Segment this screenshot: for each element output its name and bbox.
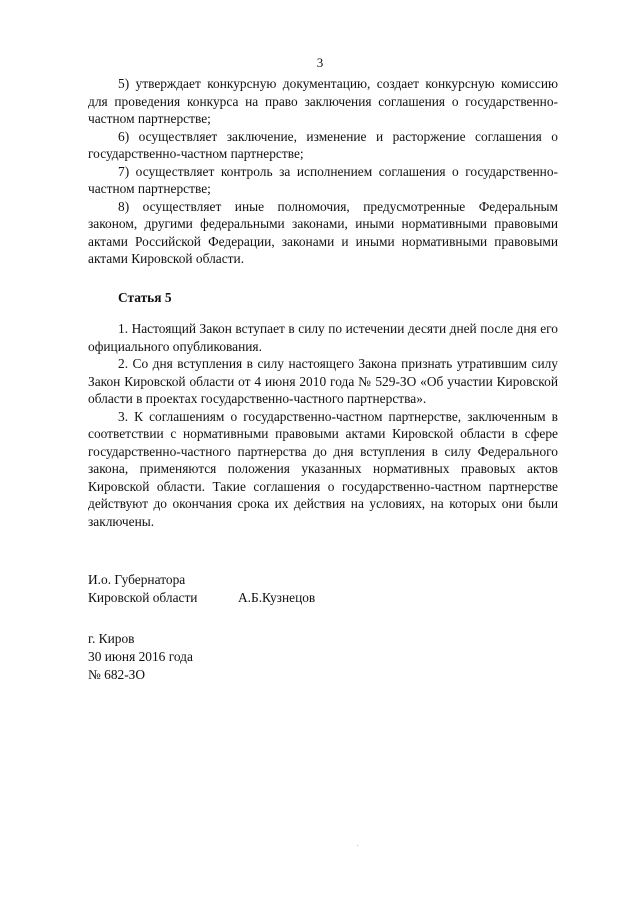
- law-date: 30 июня 2016 года: [88, 649, 193, 664]
- scan-speck: [357, 845, 358, 846]
- article-paragraph: 3. К соглашениям о государственно-частном партнерстве, заключенным в соответствии с нормативными правовыми актами Кировской области в сфере государственно-частного партнерства до дня вступления в силу Федерального закона, применяются положения указанных нормативных правовых актов Кировской области. Такие соглашения о государственно-частном партнерстве действуют до окончания срока их действия на условиях, на которых они были заключены.: [88, 408, 558, 529]
- list-item: 8) осуществляет иные полномочия, предусмотренные Федеральным законом, другими федеральными законами, иными нормативными правовыми актами Российской Федерации, законами и иными нормативными правовыми актами Кировской области.: [88, 198, 558, 266]
- list-item: 5) утверждает конкурсную документацию, создает конкурсную комиссию для проведения конкурса на право заключения соглашения о государственно-частном партнерстве;: [88, 76, 558, 126]
- signatory-title: И.о. Губернатора: [88, 572, 186, 587]
- law-number: № 682-ЗО: [88, 667, 146, 682]
- city: г. Киров: [88, 631, 135, 646]
- article-paragraph: 2. Со дня вступления в силу настоящего Закона признать утратившим силу Закон Кировской области от 4 июня 2010 года № 529-ЗО «Об участии Кировской области в проектах государственно-частного партнерства».: [88, 356, 558, 406]
- page-number: 3: [316, 55, 324, 70]
- signatory-name: А.Б.Кузнецов: [238, 590, 316, 605]
- list-item: 7) осуществляет контроль за исполнением соглашения о государственно-частном партнерстве;: [88, 163, 558, 196]
- article-heading: Статья 5: [118, 290, 172, 305]
- article-paragraph: 1. Настоящий Закон вступает в силу по истечении десяти дней после дня его официального опубликования.: [88, 321, 558, 354]
- place-date-block: [88, 630, 193, 684]
- signatory-region: Кировской области: [88, 590, 198, 605]
- powers-list: [88, 75, 558, 268]
- signature-block: [88, 571, 315, 607]
- article-body: [88, 320, 558, 530]
- list-item: 6) осуществляет заключение, изменение и расторжение соглашения о государственно-частном партнерстве;: [88, 128, 558, 161]
